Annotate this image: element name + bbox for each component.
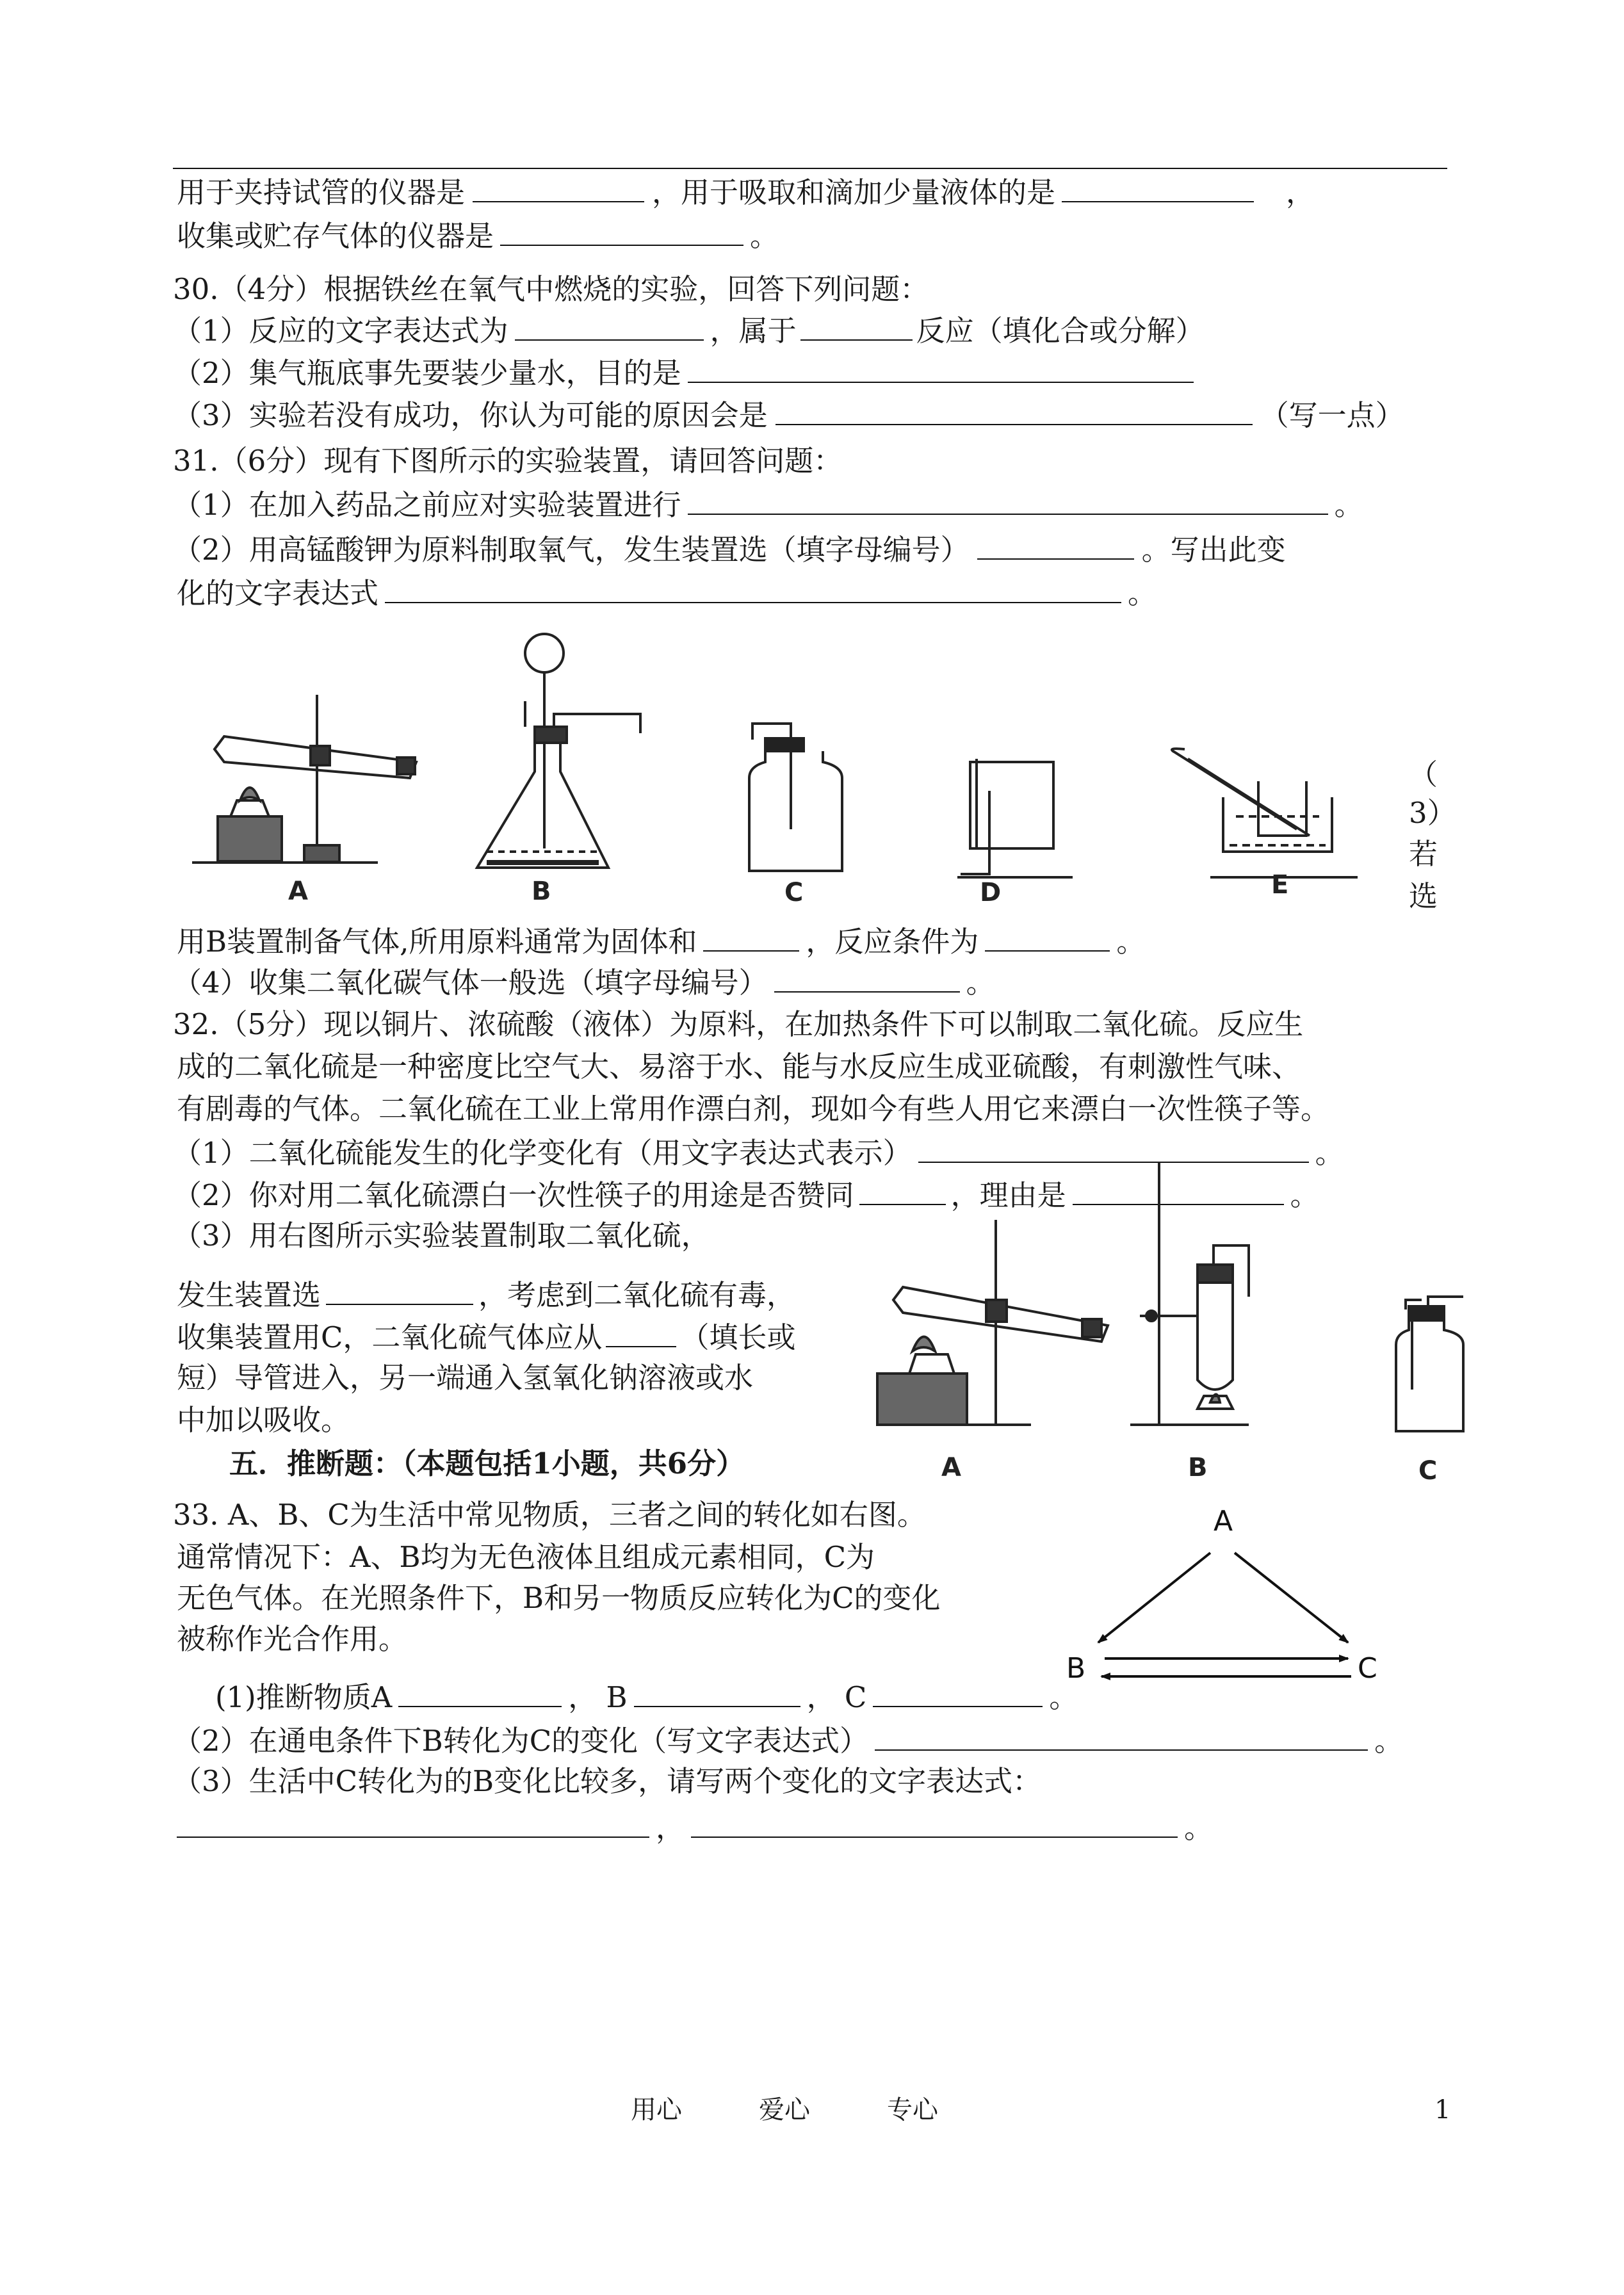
label-c: C <box>1418 1456 1438 1486</box>
q32-s3-l2: 收集装置用C，二氧化硫气体应从 （填长或 <box>177 1317 795 1357</box>
blank[interactable] <box>977 529 1134 560</box>
blank[interactable] <box>634 1676 800 1707</box>
q32-s3-l1: 发生装置选 ，考虑到二氧化硫有毒， <box>177 1274 795 1315</box>
label-a: A <box>288 877 308 906</box>
apparatus-e <box>1172 749 1358 877</box>
apparatus-a <box>192 695 416 863</box>
q31-s3: 用B装置制备气体,所用原料通常为固体和 ，反应条件为 。 <box>177 921 1145 961</box>
blank[interactable] <box>688 352 1194 383</box>
label-a: A <box>941 1453 961 1482</box>
arrow-a-to-b <box>1098 1553 1210 1642</box>
apparatus-b <box>477 634 640 868</box>
q33-s1: (1)推断物质A ， B ， C 。 <box>215 1676 1078 1717</box>
apparatus-c <box>749 724 842 871</box>
q31-side-2: 3） <box>1409 796 1456 830</box>
q33-p1: 33. A、B、C为生活中常见物质，三者之间的转化如右图。 <box>173 1498 926 1532</box>
blank[interactable] <box>473 172 644 202</box>
footer-motto-1: 用心 <box>631 2095 682 2125</box>
top-rule <box>173 168 1447 169</box>
q31-title: 31.（6分）现有下图所示的实验装置，请回答问题： <box>173 444 843 478</box>
footer-motto-2: 爱心 <box>759 2095 810 2125</box>
blank[interactable] <box>326 1274 473 1305</box>
q32-s3-l3: 短）导管进入，另一端通入氢氧化钠溶液或水 <box>177 1361 754 1395</box>
q32-p3: 有剧毒的气体。二氧化硫在工业上常用作漂白剂，现如今有些人用它来漂白一次性筷子等。 <box>177 1092 1330 1126</box>
q33-s3: （3）生活中C转化为的B变化比较多，请写两个变化的文字表达式： <box>173 1764 1042 1798</box>
q31-side-3: 若 <box>1409 837 1438 871</box>
label-e: E <box>1271 870 1289 900</box>
blank[interactable] <box>918 1132 1309 1163</box>
blank[interactable] <box>1062 172 1254 202</box>
q31-s4: （4）收集二氧化碳气体一般选（填字母编号） 。 <box>173 962 995 1002</box>
blank[interactable] <box>385 572 1121 603</box>
blank[interactable] <box>515 310 704 341</box>
label-d: D <box>980 878 1002 906</box>
blank[interactable] <box>688 484 1328 515</box>
node-c: C <box>1358 1652 1377 1685</box>
apparatus-d <box>957 759 1073 877</box>
q33-p4: 被称作光合作用。 <box>177 1622 408 1656</box>
q32-title: 32.（5分）现以铜片、浓硫酸（液体）为原料，在加热条件下可以制取二氧化硫。反应生 <box>173 1007 1304 1041</box>
blank[interactable] <box>875 1720 1368 1751</box>
q29-line2: 收集或贮存气体的仪器是 。 <box>177 215 779 255</box>
blank[interactable] <box>500 215 743 246</box>
blank[interactable] <box>398 1676 562 1707</box>
q31-side-1: （ <box>1409 758 1438 791</box>
blank[interactable] <box>873 1676 1043 1707</box>
blank[interactable] <box>691 1807 1178 1838</box>
q29-line1: 用于夹持试管的仪器是 ，用于吸取和滴加少量液体的是 ， <box>177 172 1315 212</box>
q30-title: 30.（4分）根据铁丝在氧气中燃烧的实验，回答下列问题： <box>173 272 929 306</box>
blank[interactable] <box>775 394 1253 425</box>
q33-diagram <box>1057 1492 1409 1697</box>
q31-side-4: 选 <box>1409 879 1438 913</box>
q33-p2: 通常情况下：A、B均为无色液体且组成元素相同，C为 <box>177 1540 875 1574</box>
node-b: B <box>1066 1652 1086 1685</box>
q32-s3-l4: 中加以吸收。 <box>177 1403 350 1437</box>
blank[interactable] <box>800 310 913 341</box>
apparatus-c <box>1396 1297 1463 1431</box>
q32-p2: 成的二氧化硫是一种密度比空气大、易溶于水、能与水反应生成亚硫酸，有刺激性气味、 <box>177 1050 1301 1083</box>
label-b: B <box>532 877 551 906</box>
apparatus-figure-q32 <box>865 1162 1492 1495</box>
q33-s4: ， 。 <box>177 1807 1213 1847</box>
page-number: 1 <box>1434 2095 1451 2125</box>
footer-motto-3: 专心 <box>887 2095 938 2125</box>
q33-p3: 无色气体。在光照条件下，B和另一物质反应转化为C的变化 <box>177 1581 941 1615</box>
q30-s1: （1）反应的文字表达式为 ，属于 反应（填化合或分解） <box>173 310 1205 350</box>
q31-s2: （2）用高锰酸钾为原料制取氧气，发生装置选（填字母编号） 。写出此变 <box>173 529 1286 569</box>
blank[interactable] <box>606 1317 676 1347</box>
blank[interactable] <box>177 1807 649 1838</box>
blank[interactable] <box>703 921 799 952</box>
q30-s2: （2）集气瓶底事先要装少量水，目的是 <box>173 352 1194 393</box>
q33-s2: （2）在通电条件下B转化为C的变化（写文字表达式） 。 <box>173 1720 1403 1760</box>
blank[interactable] <box>985 921 1110 952</box>
label-c: C <box>784 878 804 906</box>
apparatus-figure-q31 <box>186 624 1402 906</box>
q30-s3: （3）实验若没有成功，你认为可能的原因会是 （写一点） <box>173 394 1404 435</box>
blank[interactable] <box>774 962 960 993</box>
apparatus-b <box>1130 1162 1249 1425</box>
q31-s1: （1）在加入药品之前应对实验装置进行 。 <box>173 484 1363 524</box>
q31-s2-cont: 化的文字表达式 。 <box>177 572 1157 613</box>
arrow-a-to-c <box>1235 1553 1348 1642</box>
q32-s2: （2）你对用二氧化硫漂白一次性筷子的用途是否赞同 ，理由是 。 <box>173 1174 1319 1215</box>
q32-s1: （1）二氧化硫能发生的化学变化有（用文字表达式表示） 。 <box>173 1132 1344 1172</box>
section-5-heading: 五．推断题：（本题包括1小题，共6分） <box>229 1447 745 1480</box>
node-a: A <box>1214 1505 1233 1537</box>
apparatus-a <box>877 1220 1108 1425</box>
label-b: B <box>1188 1453 1208 1482</box>
q32-s3: （3）用右图所示实验装置制取二氧化硫， <box>173 1219 710 1253</box>
